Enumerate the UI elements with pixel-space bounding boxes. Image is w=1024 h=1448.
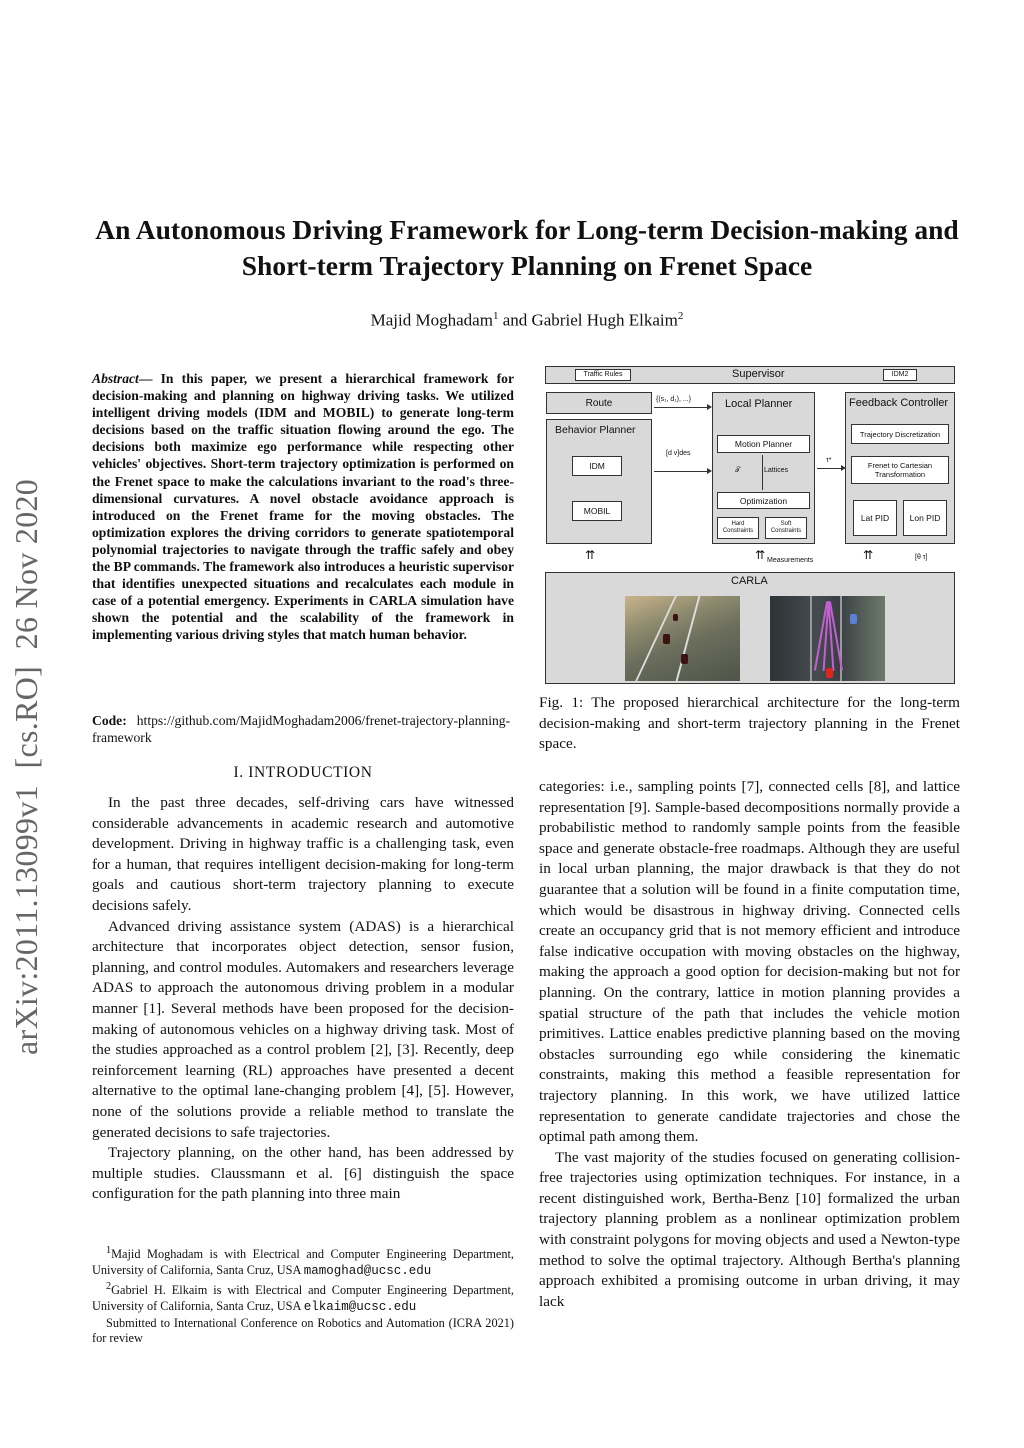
footnote-1 <box>92 1243 514 1279</box>
supervisor-label: Supervisor <box>732 368 785 380</box>
optimization-label: Optimization <box>739 495 788 506</box>
optimization-box <box>717 492 810 509</box>
carla-label: CARLA <box>731 575 768 587</box>
lat-pid-box <box>853 500 897 536</box>
hard-constraints-label: Hard Constraints <box>722 521 754 534</box>
behavior-planner-box <box>546 419 652 544</box>
trajectory-discretization-box <box>851 424 949 444</box>
measurements-label: Measurements <box>767 557 814 564</box>
tau-star-label: τ* <box>826 457 832 464</box>
intro-paragraph: Advanced driving assistance system (ADAS) is a hierarchical architecture that incorporates object detection, sensor fusion, planning, and control modules. Automakers and researchers leverage ADAS to approach the autonomous driving problem in a modular manner [1]. Several methods have been proposed for the decision-making of autonomous vehicles on a highway driving task. Most of the studies approached as a control problem [2], [3]. Recently, deep reinforcement learning (RL) approaches have presented a decent alternative to the optimal lane-changing problem [4], [5]. However, none of the solutions provide a reliable method to translate the generated decisions to safe trajectories. <box>92 917 514 1141</box>
control-output-label: [θ τ] <box>915 554 928 561</box>
footnote-2 <box>92 1279 514 1315</box>
carla-trajectory-photo <box>770 596 885 681</box>
author-1-affil: 1 <box>492 310 499 322</box>
author-conjunction: and <box>498 310 532 330</box>
abstract-text: In this paper, we present a hierarchical framework for decision-making and planning on highway driving tasks. We utilized intelligent driving models (IDM and MOBIL) to generate long-term decisions based on the traffic situation flowing around the ego. The decisions both maximize ego performance while respecting other vehicles' objectives. Short-term trajectory optimization is performed on the Frenet space to make the calculations invariant to the road's three-dimensional curvatures. A novel obstacle avoidance approach is introduced on the Frenet frame for the moving obstacles. The optimization explores the driving corridors to generate spatiotemporal polynomial trajectories to navigate through the traffic safely and obey the BP commands. The framework also introduces a heuristic supervisor that identifies unexpected situations and recalculates each module in case of a potential emergency. Experiments in CARLA simulation have shown the potential and the scalability of the framework in implementing various driving styles that match human behavior. <box>92 371 514 643</box>
traffic-rules-label: Traffic Rules <box>583 371 623 378</box>
intro-paragraph: Trajectory planning, on the other hand, has been addressed by multiple studies. Claussmann et al. [6] distinguish the space configuration for the path planning into three main <box>92 1144 514 1203</box>
paper-title: An Autonomous Driving Framework for Long-term Decision-making and Short-term Trajectory Planning on Frenet Space <box>95 214 959 281</box>
abstract: Abstract— In this paper, we present a hierarchical framework for decision-making and planning on highway driving tasks. We utilized intelligent driving models (IDM and MOBIL) to generate long-term decisions based on the traffic situation flowing around the ego. The decisions both maximize ego performance while respecting other vehicles' objectives. Short-term trajectory optimization is performed on the Frenet space to make the calculations invariant to the road's three-dimensional curvatures. A novel obstacle avoidance approach is introduced on the Frenet frame for the moving obstacles. The optimization explores the driving corridors to generate spatiotemporal polynomial trajectories to navigate through the traffic safely and obey the BP commands. The framework also introduces a heuristic supervisor that identifies unexpected situations and recalculates each module in case of a potential emergency. Experiments in CARLA simulation have shown the potential and the scalability of the framework in implementing various driving styles that match human behavior. <box>92 371 514 643</box>
idm2-label: IDM2 <box>891 371 909 378</box>
lattices-symbol: 𝒯 <box>735 467 741 474</box>
author-1: Majid Moghadam <box>370 310 493 330</box>
intro-paragraph: In the past three decades, self-driving cars have witnessed considerable advancements in academic research and automotive development. Driving in highway traffic is a challenging task, even for a human, that requires intelligent decision-making for long-term goals and cautious short-term trajectory planning to execute decisions safely. <box>92 794 514 914</box>
lon-pid-label: Lon PID <box>909 513 941 523</box>
footnote-2-mark: 2 <box>106 1281 112 1293</box>
tau-arrow <box>817 468 843 469</box>
author-2-affil: 2 <box>677 310 684 322</box>
trajectory-discretization-label: Trajectory Discretization <box>859 429 941 439</box>
author-2: Gabriel Hugh Elkaim <box>531 310 678 330</box>
section-heading-introduction: I. INTRODUCTION <box>233 764 373 781</box>
route-output-label: {(s₁, d₁), ...} <box>656 396 692 403</box>
soft-constraints-label: Soft Constraints <box>770 521 802 534</box>
lat-pid-label: Lat PID <box>860 513 890 523</box>
mobil-label: MOBIL <box>583 506 611 516</box>
arxiv-stamp: arXiv:2011.13099v1 [cs.RO] 26 Nov 2020 <box>8 478 44 1055</box>
footnote-1-text: Majid Moghadam is with Electrical and Computer Engineering Department, University of California, Santa Cruz, USA <box>92 1247 514 1277</box>
motion-planner-label: Motion Planner <box>734 439 793 449</box>
behavior-planner-label: Behavior Planner <box>555 424 636 436</box>
introduction-body <box>92 793 514 1205</box>
measurements-arrows-mid: ⇈ <box>755 548 766 562</box>
motion-planner-box <box>717 435 810 453</box>
footnote-1-email[interactable]: mamoghad@ucsc.edu <box>303 1263 432 1278</box>
hard-constraints-box <box>717 517 759 539</box>
footnote-2-email[interactable]: elkaim@ucsc.edu <box>303 1299 417 1314</box>
right-paragraph: The vast majority of the studies focused on generating collision-free trajectories using optimization techniques. For instance, in a recent distinguished work, Bertha-Benz [10] formalized the urban trajectory planning problem as a nonlinear optimization problem with constraint polygons for moving objects and used a Newton-type method to solve the optimal trajectory. Although Bertha's planning approach exhibited a promising outcome in urban driving, it may lack <box>539 1148 960 1310</box>
idm-label: IDM <box>589 461 605 471</box>
traffic-rules-box <box>575 369 631 381</box>
local-planner-label: Local Planner <box>725 398 793 410</box>
right-column-body <box>539 777 960 1312</box>
right-paragraph: categories: i.e., sampling points [7], connected cells [8], and lattice representation [9]. Sample-based decompositions normally provide a probabilistic method to randomly sample points from the feasible space and generate obstacle-free roadmaps. Although they are useful in local urban planning, the major drawback is that they do not guarantee that a solution will be found in a finite computation time, which would be disastrous in highway driving. Connected cells create an occupancy grid that is not memory efficient and introduce false indicative occupation with moving obstacles on the highway, making the approach a good option for decision-making but not for planning. On the contrary, lattice in motion planning provides a spatial structure of the path that includes the vehicle motion primitives. Lattice enables predictive planning based on the moving obstacles surrounding ego while considering the kinematic constraints, making this method a feasible representation for trajectory planning. In this work, we have utilized lattice representation to generate candidate trajectories and chose the optimal path among them. <box>539 778 960 1146</box>
feedback-controller-label: Feedback Controller <box>849 397 949 409</box>
frenet-to-cartesian-label: Frenet to Cartesian Transformation <box>867 461 933 479</box>
footnote-2-text: Gabriel H. Elkaim is with Electrical and Computer Engineering Department, University of California, Santa Cruz, USA <box>92 1283 514 1313</box>
figure-caption: Fig. 1: The proposed hierarchical architecture for the long-term decision-making and short-term trajectory planning in the Frenet space. <box>539 694 960 753</box>
idm-box <box>572 456 622 476</box>
idm2-box <box>883 369 917 381</box>
footnote-1-mark: 1 <box>106 1245 112 1256</box>
route-box <box>546 392 652 414</box>
carla-highway-photo <box>625 596 740 681</box>
code-url-link[interactable]: https://github.com/MajidMoghadam2006/frenet-trajectory-planning-framework <box>92 713 511 746</box>
carla-box <box>545 572 955 684</box>
mobil-box <box>572 501 622 521</box>
lattices-label: Lattices <box>764 467 789 474</box>
bp-output-label: [d v]des <box>666 450 691 457</box>
measurements-arrows-left: ⇈ <box>585 548 596 562</box>
bp-arrow <box>654 471 710 472</box>
route-label: Route <box>585 397 613 409</box>
lon-pid-box <box>903 500 947 536</box>
code-line <box>92 712 514 746</box>
code-label: Code: <box>92 713 127 728</box>
route-arrow <box>654 407 710 408</box>
submission-note: Submitted to International Conference on Robotics and Automation (ICRA 2021) for review <box>92 1315 514 1346</box>
measurements-arrows-right: ⇈ <box>863 548 874 562</box>
footnotes <box>92 1243 514 1347</box>
figure-architecture <box>545 364 957 684</box>
soft-constraints-box <box>765 517 807 539</box>
abstract-label: Abstract <box>92 371 139 386</box>
author-line <box>60 310 994 331</box>
lattices-arrow <box>762 455 763 490</box>
frenet-to-cartesian-box <box>851 456 949 484</box>
